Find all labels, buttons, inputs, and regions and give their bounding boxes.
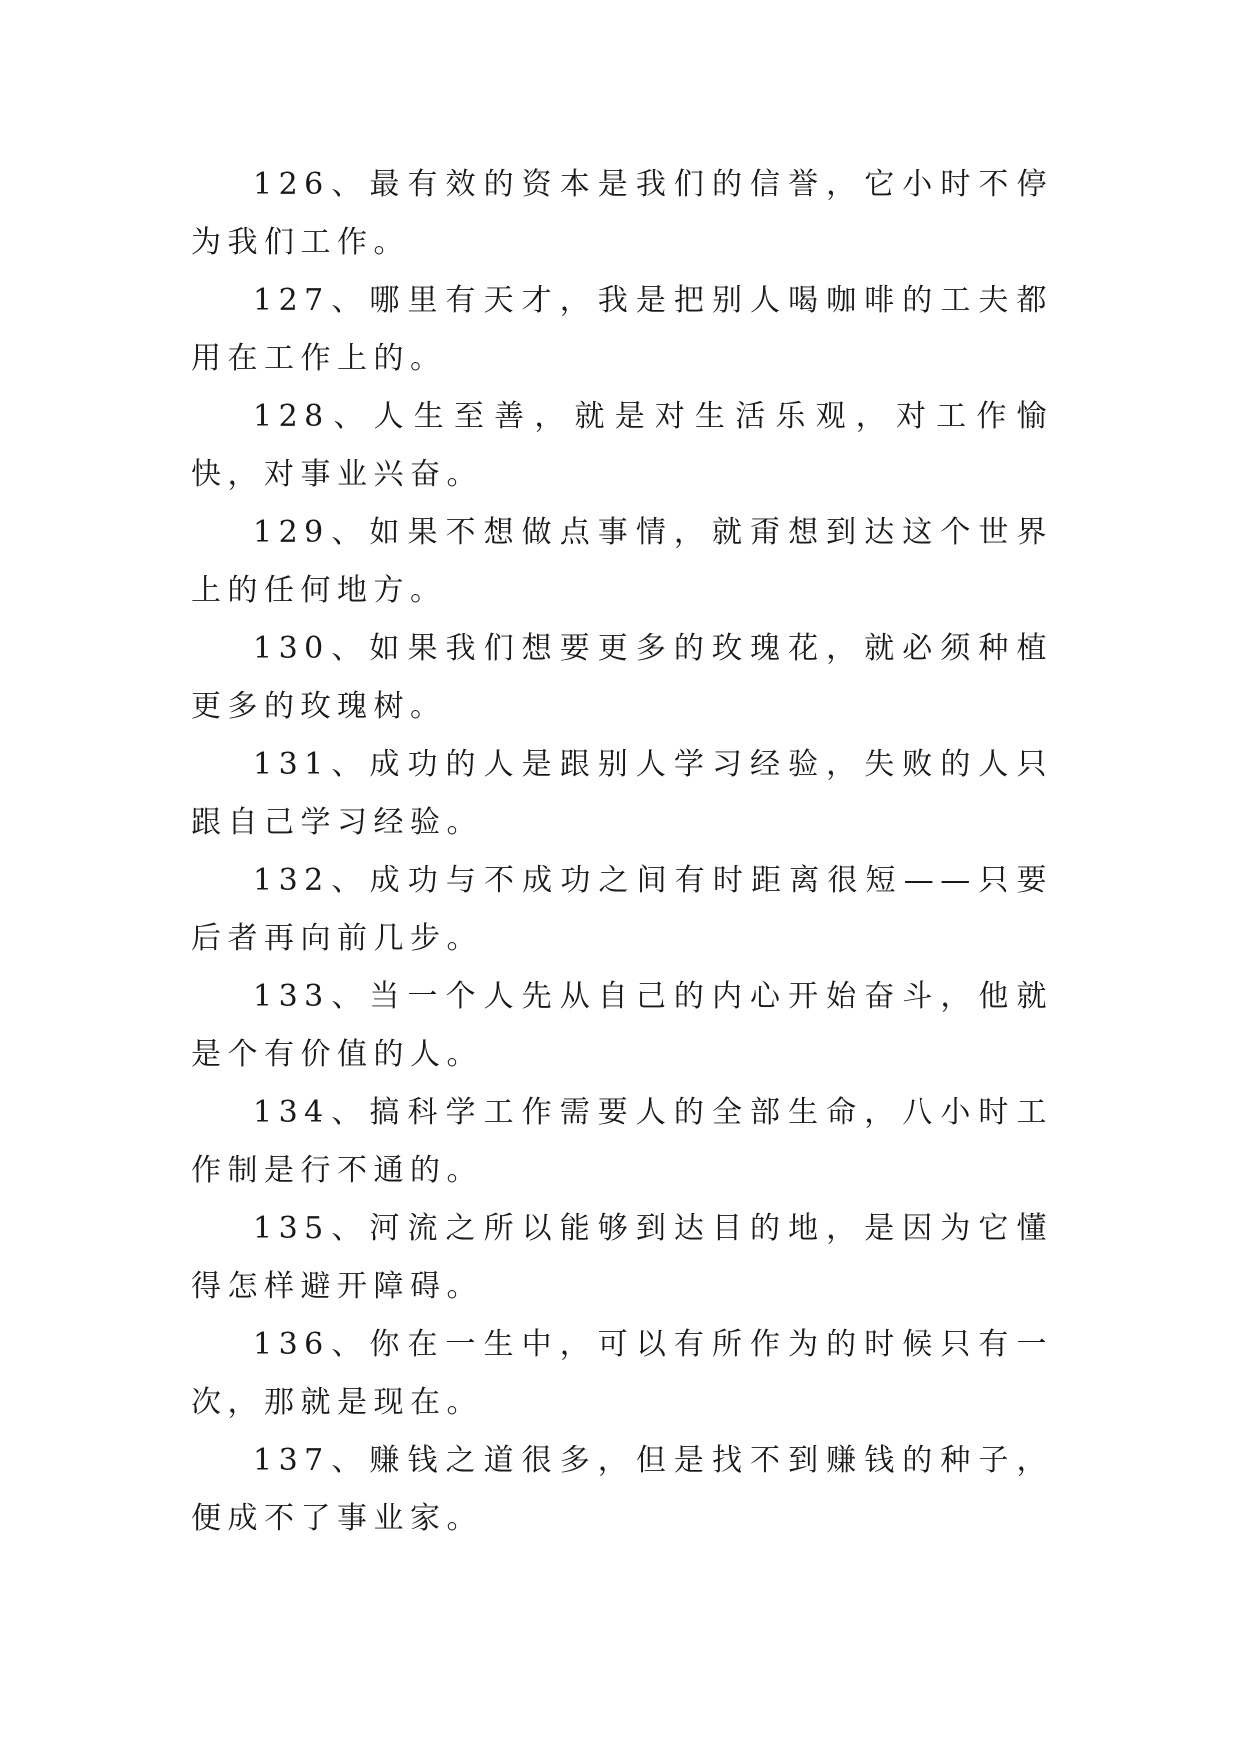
quote-paragraph: 135、河流之所以能够到达目的地，是因为它懂得怎样避开障碍。 (191, 1211, 1053, 1304)
quote-paragraph: 132、成功与不成功之间有时距离很短——只要后者再向前几步。 (191, 863, 1053, 956)
quote-paragraph: 131、成功的人是跟别人学习经验，失败的人只跟自己学习经验。 (191, 747, 1053, 840)
quote-paragraph: 129、如果不想做点事情，就甭想到达这个世界上的任何地方。 (191, 515, 1053, 608)
quote-paragraph: 126、最有效的资本是我们的信誉，它小时不停为我们工作。 (191, 167, 1053, 260)
quote-paragraph: 128、人生至善，就是对生活乐观，对工作愉快，对事业兴奋。 (191, 399, 1053, 492)
quote-paragraph: 136、你在一生中，可以有所作为的时候只有一次，那就是现在。 (191, 1327, 1053, 1420)
quote-paragraph: 137、赚钱之道很多，但是找不到赚钱的种子，便成不了事业家。 (191, 1443, 1053, 1536)
quote-paragraph: 127、哪里有天才，我是把别人喝咖啡的工夫都用在工作上的。 (191, 283, 1053, 376)
quote-paragraph: 134、搞科学工作需要人的全部生命，八小时工作制是行不通的。 (191, 1095, 1053, 1188)
quote-paragraph: 133、当一个人先从自己的内心开始奋斗，他就是个有价值的人。 (191, 979, 1053, 1072)
document-body (191, 156, 1053, 1548)
quote-paragraph: 130、如果我们想要更多的玫瑰花，就必须种植更多的玫瑰树。 (191, 631, 1053, 724)
